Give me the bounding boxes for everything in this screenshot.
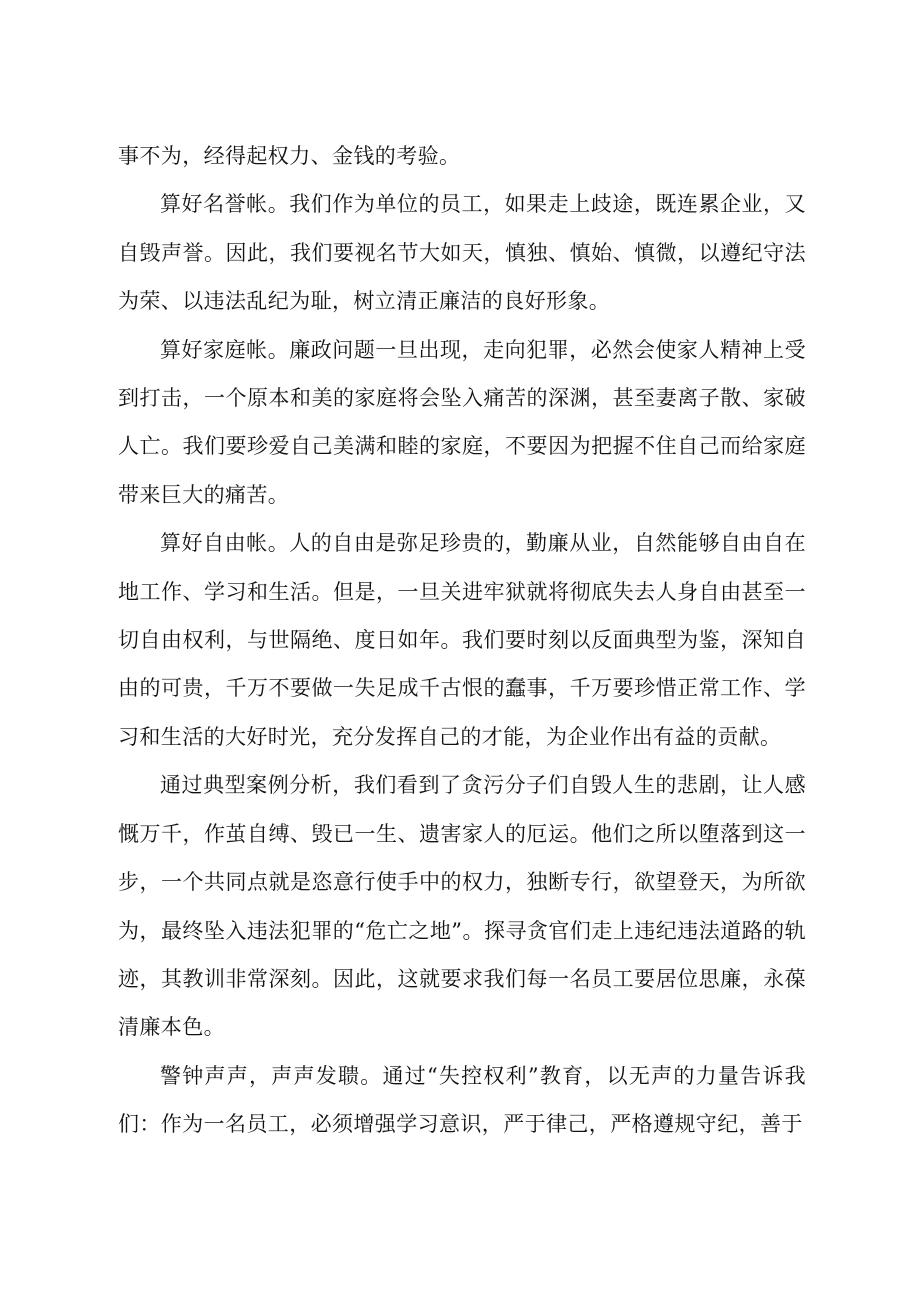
paragraph-family: 算好家庭帐。廉政问题一旦出现，走向犯罪，必然会使家人精神上受到打击，一个原本和美的家庭将会坠入痛苦的深渊，甚至妻离子散、家破人亡。我们要珍爱自己美满和睦的家庭，不要因为把握不住自己而给家庭带来巨大的痛苦。 [118, 337, 806, 507]
paragraph-freedom: 算好自由帐。人的自由是弥足珍贵的，勤廉从业，自然能够自由自在地工作、学习和生活。但是，一旦关进牢狱就将彻底失去人身自由甚至一切自由权利，与世隔绝、度日如年。我们要时刻以反面典型为鉴，深知自由的可贵，千万不要做一失足成千古恨的蠢事，千万要珍惜正常工作、学习和生活的大好时光，充分发挥自己的才能，为企业作出有益的贡献。 [118, 531, 806, 749]
paragraph-reputation: 算好名誉帐。我们作为单位的员工，如果走上歧途，既连累企业，又自毁声誉。因此，我们要视名节大如天，慎独、慎始、慎微，以遵纪守法为荣、以违法乱纪为耻，树立清正廉洁的良好形象。 [118, 192, 806, 314]
paragraph-case-analysis: 通过典型案例分析，我们看到了贪污分子们自毁人生的悲剧，让人感慨万千，作茧自缚、毁已一生、遗害家人的厄运。他们之所以堕落到这一步，一个共同点就是恣意行使手中的权力，独断专行，欲望登天，为所欲为，最终坠入违法犯罪的“危亡之地”。探寻贪官们走上违纪违法道路的轨迹，其教训非常深刻。因此，这就要求我们每一名员工要居位思廉，永葆清廉本色。 [118, 773, 806, 1040]
body-text [118, 132, 806, 1149]
paragraph-continuation: 事不为，经得起权力、金钱的考验。 [118, 144, 461, 168]
paragraph-warning: 警钟声声，声声发聩。通过“失控权利”教育，以无声的力量告诉我们：作为一名员工，必须增强学习意识，严于律己，严格遵规守纪，善于 [118, 1063, 806, 1137]
